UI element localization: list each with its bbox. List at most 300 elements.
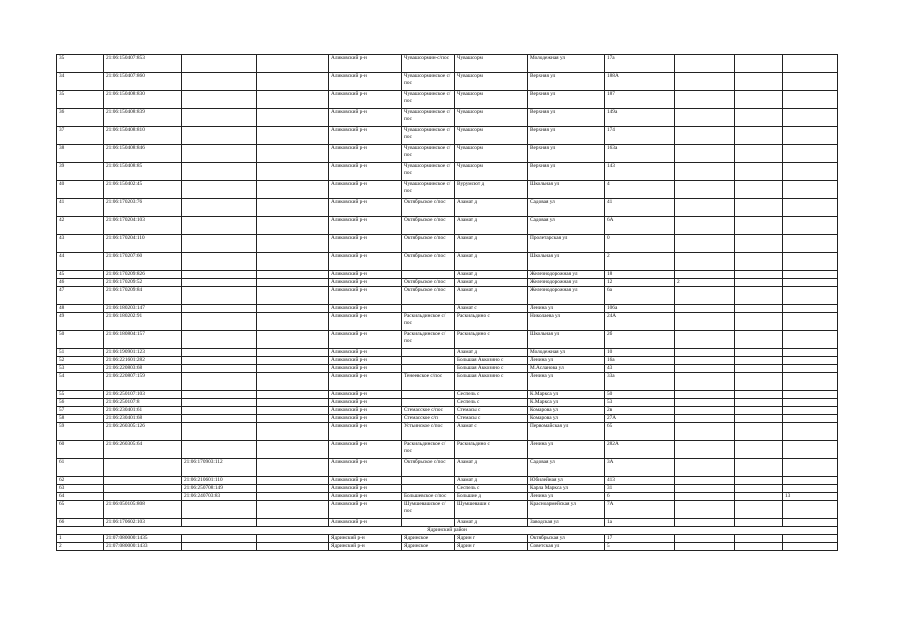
cell-street: Школьная ул (528, 331, 605, 349)
cell-settlement: Раскильдинское с/пос (402, 441, 455, 459)
cell-district: Аликовский р-н (329, 373, 402, 391)
cell-extra (257, 399, 329, 407)
cell-note (783, 287, 838, 305)
cell-settlement: Ядринское (402, 535, 455, 543)
cell-building (675, 253, 735, 271)
cell-row-number: 43 (57, 235, 104, 253)
cell-locality: Большая Аккозино с (455, 373, 528, 391)
cell-note (783, 199, 838, 217)
cell-street: Ленина ул (528, 357, 605, 365)
cell-note (783, 217, 838, 235)
cell-locality: Вурумсют д (455, 181, 528, 199)
cell-building: 2 (675, 279, 735, 287)
cell-cadastral-number-room: 21:06:250708:149 (182, 485, 257, 493)
cell-district: Аликовский р-н (329, 279, 402, 287)
cell-district: Аликовский р-н (329, 331, 402, 349)
cell-flat (735, 399, 783, 407)
cell-extra (257, 519, 329, 527)
cell-locality: Шумшеваши с (455, 501, 528, 519)
cell-note (783, 279, 838, 287)
cell-cadastral-number-building: 21:06:170209:52 (104, 279, 182, 287)
cell-cadastral-number-building: 21:06:170209:84 (104, 287, 182, 305)
cell-district: Аликовский р-н (329, 493, 402, 501)
cell-street: Верхняя ул (528, 145, 605, 163)
cell-flat (735, 163, 783, 181)
cell-row-number: 36 (57, 109, 104, 127)
cell-note (783, 407, 838, 415)
cell-building (675, 501, 735, 519)
cell-extra (257, 127, 329, 145)
cell-locality: Азамат д (455, 271, 528, 279)
cell-locality: Чувашсорм (455, 55, 528, 73)
cell-settlement (402, 349, 455, 357)
table-row (57, 501, 838, 519)
cell-settlement: Стемасское с/пос (402, 407, 455, 415)
cell-flat (735, 55, 783, 73)
cell-row-number: 54 (57, 373, 104, 391)
cell-house-number: 24А (605, 313, 675, 331)
cell-cadastral-number-room (182, 109, 257, 127)
cell-street: Молодежная ул (528, 55, 605, 73)
table-row (57, 235, 838, 253)
cell-cadastral-number-room (182, 55, 257, 73)
cell-locality: Азамат д (455, 349, 528, 357)
cell-flat (735, 279, 783, 287)
cell-settlement: Чувашсорминское с/пос (402, 145, 455, 163)
cell-cadastral-number-room (182, 199, 257, 217)
cell-house-number: 187 (605, 91, 675, 109)
cell-extra (257, 423, 329, 441)
cell-building (675, 305, 735, 313)
cell-row-number: 35 (57, 55, 104, 73)
table-row (57, 441, 838, 459)
cell-locality: Ядрин г (455, 535, 528, 543)
cell-building (675, 287, 735, 305)
cell-cadastral-number-room (182, 441, 257, 459)
cell-settlement: Устьинское с/пос (402, 423, 455, 441)
cell-district: Аликовский р-н (329, 519, 402, 527)
cell-building (675, 55, 735, 73)
cell-locality: Сеспель с (455, 391, 528, 399)
cell-note (783, 271, 838, 279)
cell-street: К.Маркса ул (528, 391, 605, 399)
cell-locality: Сеспель с (455, 399, 528, 407)
cell-settlement: Октябрьское с/пос (402, 459, 455, 477)
cell-building (675, 543, 735, 551)
cell-settlement: Октябрьское с/пос (402, 217, 455, 235)
cell-extra (257, 391, 329, 399)
cell-flat (735, 493, 783, 501)
cell-flat (735, 199, 783, 217)
cell-note (783, 399, 838, 407)
cell-flat (735, 313, 783, 331)
cell-district: Аликовский р-н (329, 365, 402, 373)
cell-locality: Азамат с (455, 423, 528, 441)
cell-settlement: Ядринское (402, 543, 455, 551)
table-row (57, 493, 838, 501)
cell-building (675, 313, 735, 331)
cell-cadastral-number-building: 21:06:250107:103 (104, 391, 182, 399)
cell-flat (735, 127, 783, 145)
cell-cadastral-number-room: 21:06:240703:83 (182, 493, 257, 501)
cell-building (675, 199, 735, 217)
cell-note (783, 235, 838, 253)
cell-note (783, 357, 838, 365)
cell-building (675, 91, 735, 109)
cell-flat (735, 423, 783, 441)
cell-extra (257, 477, 329, 485)
cell-row-number: 61 (57, 459, 104, 477)
cell-locality: Большая Аккозино с (455, 365, 528, 373)
table-row (57, 349, 838, 357)
cell-house-number: 413 (605, 477, 675, 485)
cell-cadastral-number-building: 21:06:180804:157 (104, 331, 182, 349)
table-row (57, 271, 838, 279)
cell-settlement: Чувашсормин-с/пос (402, 55, 455, 73)
cell-street: К.Маркса ул (528, 399, 605, 407)
cell-street: Комарова ул (528, 415, 605, 423)
cell-locality: Азамат д (455, 235, 528, 253)
cell-flat (735, 145, 783, 163)
cell-flat (735, 109, 783, 127)
cell-street: Железнодорожная ул (528, 279, 605, 287)
cell-cadastral-number-room (182, 501, 257, 519)
cell-house-number: 16а (605, 357, 675, 365)
table-row (57, 217, 838, 235)
table-row (57, 415, 838, 423)
cell-settlement (402, 399, 455, 407)
cell-extra (257, 145, 329, 163)
cell-row-number: 42 (57, 217, 104, 235)
cell-flat (735, 391, 783, 399)
cell-building (675, 349, 735, 357)
cell-house-number: 174 (605, 127, 675, 145)
cell-district: Аликовский р-н (329, 477, 402, 485)
cell-house-number: 2в (605, 407, 675, 415)
cell-extra (257, 91, 329, 109)
cell-note: 13 (783, 493, 838, 501)
cell-extra (257, 181, 329, 199)
cell-street: М.Асланова ул (528, 365, 605, 373)
cell-house-number: 41 (605, 199, 675, 217)
cell-row-number: 39 (57, 163, 104, 181)
cell-settlement: Раскильдинское с/пос (402, 313, 455, 331)
cell-row-number: 1 (57, 535, 104, 543)
cell-cadastral-number-building: 21:07:080000:1435 (104, 535, 182, 543)
cell-cadastral-number-building: 21:06:260305:64 (104, 441, 182, 459)
cell-cadastral-number-building: 21:06:180202:91 (104, 313, 182, 331)
cell-note (783, 313, 838, 331)
cell-cadastral-number-building: 21:06:190901:123 (104, 349, 182, 357)
cell-building (675, 271, 735, 279)
cell-note (783, 519, 838, 527)
cell-cadastral-number-building: 21:06:220807:159 (104, 373, 182, 391)
table-row (57, 305, 838, 313)
cell-flat (735, 217, 783, 235)
cell-street: Молодежная ул (528, 349, 605, 357)
cell-row-number: 34 (57, 73, 104, 91)
cell-flat (735, 305, 783, 313)
cell-district: Аликовский р-н (329, 271, 402, 279)
cell-building (675, 331, 735, 349)
cell-flat (735, 519, 783, 527)
cell-row-number: 59 (57, 423, 104, 441)
section-header-row (57, 527, 838, 535)
cell-locality: Азамат д (455, 519, 528, 527)
cell-row-number: 44 (57, 253, 104, 271)
table-row (57, 399, 838, 407)
table-row (57, 163, 838, 181)
cell-cadastral-number-room (182, 349, 257, 357)
cell-house-number: 50 (605, 391, 675, 399)
cell-locality: Азамат д (455, 477, 528, 485)
cell-cadastral-number-room (182, 145, 257, 163)
cell-cadastral-number-room (182, 163, 257, 181)
cell-house-number: 17а (605, 55, 675, 73)
cell-cadastral-number-room (182, 253, 257, 271)
cell-cadastral-number-building (104, 459, 182, 477)
cell-extra (257, 543, 329, 551)
cell-house-number: 10 (605, 349, 675, 357)
cell-settlement: Чувашсорминское с/пос (402, 109, 455, 127)
cell-building (675, 459, 735, 477)
cell-cadastral-number-building: 21:07:080000:1433 (104, 543, 182, 551)
cell-extra (257, 349, 329, 357)
cell-row-number: 60 (57, 441, 104, 459)
cell-district: Аликовский р-н (329, 399, 402, 407)
cell-note (783, 331, 838, 349)
cell-locality: Раскильдино с (455, 313, 528, 331)
table-row (57, 373, 838, 391)
cell-cadastral-number-building: 21:06:221601:282 (104, 357, 182, 365)
cell-note (783, 441, 838, 459)
cell-cadastral-number-building: 21:06:260305:126 (104, 423, 182, 441)
cell-extra (257, 73, 329, 91)
cell-extra (257, 313, 329, 331)
cell-row-number: 56 (57, 399, 104, 407)
cell-flat (735, 485, 783, 493)
cell-house-number: 12 (605, 279, 675, 287)
cell-cadastral-number-room (182, 305, 257, 313)
cell-extra (257, 331, 329, 349)
cell-cadastral-number-room (182, 535, 257, 543)
cell-flat (735, 253, 783, 271)
cell-locality: Азамат д (455, 217, 528, 235)
cell-cadastral-number-room (182, 543, 257, 551)
cell-building (675, 391, 735, 399)
cell-note (783, 181, 838, 199)
cell-note (783, 73, 838, 91)
cell-building (675, 373, 735, 391)
cell-building (675, 477, 735, 485)
cell-district: Аликовский р-н (329, 287, 402, 305)
cell-district: Аликовский р-н (329, 391, 402, 399)
cell-building (675, 399, 735, 407)
cell-district: Аликовский р-н (329, 423, 402, 441)
cell-district: Аликовский р-н (329, 73, 402, 91)
table-row (57, 519, 838, 527)
cell-cadastral-number-room (182, 127, 257, 145)
cell-locality: Чувашсорм (455, 73, 528, 91)
table-row (57, 73, 838, 91)
cell-settlement (402, 519, 455, 527)
cell-row-number: 47 (57, 287, 104, 305)
cell-settlement (402, 391, 455, 399)
cell-row-number: 65 (57, 501, 104, 519)
cell-building (675, 163, 735, 181)
table-row (57, 459, 838, 477)
cell-locality: Стемасы с (455, 415, 528, 423)
cell-house-number: 6А (605, 217, 675, 235)
cell-settlement: Октябрьское с/пос (402, 199, 455, 217)
cell-cadastral-number-room (182, 373, 257, 391)
cell-cadastral-number-building: 21:06:170209:826 (104, 271, 182, 279)
cell-locality: Азамат д (455, 199, 528, 217)
cell-building (675, 181, 735, 199)
cell-settlement (402, 365, 455, 373)
cell-cadastral-number-building: 21:06:180203:147 (104, 305, 182, 313)
table-row (57, 423, 838, 441)
cell-cadastral-number-room (182, 271, 257, 279)
cell-flat (735, 181, 783, 199)
cell-settlement (402, 477, 455, 485)
cell-building (675, 415, 735, 423)
cell-street: Первомайская ул (528, 423, 605, 441)
cell-district: Аликовский р-н (329, 349, 402, 357)
cell-street: Ленина ул (528, 493, 605, 501)
cell-street: Ленина ул (528, 305, 605, 313)
cell-row-number: 57 (57, 407, 104, 415)
cell-cadastral-number-building: 21:06:230401:68 (104, 415, 182, 423)
cell-row-number: 63 (57, 485, 104, 493)
cell-house-number: 43 (605, 365, 675, 373)
cell-flat (735, 415, 783, 423)
cell-extra (257, 279, 329, 287)
table-row (57, 253, 838, 271)
cell-settlement (402, 305, 455, 313)
cell-row-number: 40 (57, 181, 104, 199)
cell-flat (735, 357, 783, 365)
cell-building (675, 535, 735, 543)
cell-cadastral-number-building (104, 485, 182, 493)
cell-house-number: 33а (605, 373, 675, 391)
table-row (57, 109, 838, 127)
cell-building (675, 407, 735, 415)
table-row (57, 181, 838, 199)
cell-house-number: 27А (605, 415, 675, 423)
cell-flat (735, 407, 783, 415)
cell-locality: Азамат с (455, 305, 528, 313)
cell-extra (257, 373, 329, 391)
cell-extra (257, 217, 329, 235)
cell-extra (257, 441, 329, 459)
cell-flat (735, 441, 783, 459)
cell-cadastral-number-room: 21:06:210601:110 (182, 477, 257, 485)
records-table (56, 54, 838, 551)
cell-extra (257, 305, 329, 313)
cell-row-number: 52 (57, 357, 104, 365)
cell-flat (735, 543, 783, 551)
cell-row-number: 35 (57, 91, 104, 109)
cell-cadastral-number-building: 21:06:150407:860 (104, 73, 182, 91)
cell-note (783, 163, 838, 181)
cell-street: Юбилейная ул (528, 477, 605, 485)
cell-row-number: 58 (57, 415, 104, 423)
cell-house-number: 2 (605, 253, 675, 271)
cell-locality: Азамат д (455, 279, 528, 287)
cell-note (783, 373, 838, 391)
cell-cadastral-number-building: 21:06:150407:853 (104, 55, 182, 73)
cell-district: Аликовский р-н (329, 199, 402, 217)
cell-building (675, 235, 735, 253)
cell-cadastral-number-building: 21:06:150408:846 (104, 145, 182, 163)
cell-cadastral-number-building: 21:06:170203:76 (104, 199, 182, 217)
cell-extra (257, 163, 329, 181)
cell-house-number: 1а (605, 519, 675, 527)
cell-locality: Чувашсорм (455, 163, 528, 181)
cell-extra (257, 535, 329, 543)
cell-street: Комарова ул (528, 407, 605, 415)
cell-settlement: Чувашсорминское с/пос (402, 73, 455, 91)
cell-settlement: Октябрьское с/пос (402, 287, 455, 305)
cell-locality: Большие д (455, 493, 528, 501)
cell-flat (735, 535, 783, 543)
table-row (57, 199, 838, 217)
cell-settlement (402, 357, 455, 365)
cell-settlement: Чувашсорминское с/пос (402, 163, 455, 181)
cell-flat (735, 73, 783, 91)
cell-house-number: 4 (605, 181, 675, 199)
cell-cadastral-number-building: 21:06:230401:61 (104, 407, 182, 415)
cell-cadastral-number-building: 21:06:170602:103 (104, 519, 182, 527)
cell-locality: Раскильдино с (455, 331, 528, 349)
cell-cadastral-number-building: 21:06:170204:103 (104, 217, 182, 235)
cell-note (783, 543, 838, 551)
cell-cadastral-number-room (182, 217, 257, 235)
cell-row-number: 62 (57, 477, 104, 485)
cell-house-number: 65 (605, 423, 675, 441)
cell-extra (257, 109, 329, 127)
cell-street: Октябрьская ул (528, 535, 605, 543)
cell-cadastral-number-room (182, 313, 257, 331)
cell-note (783, 535, 838, 543)
cell-note (783, 477, 838, 485)
cell-cadastral-number-building: 21:06:150408:85 (104, 163, 182, 181)
table-row (57, 391, 838, 399)
cell-settlement: Тенеевское с/пос (402, 373, 455, 391)
cell-cadastral-number-room (182, 331, 257, 349)
cell-extra (257, 415, 329, 423)
cell-cadastral-number-room (182, 181, 257, 199)
cell-settlement: Стемасское с/п (402, 415, 455, 423)
cell-row-number: 55 (57, 391, 104, 399)
cell-street: Верхняя ул (528, 109, 605, 127)
cell-street: Ленина ул (528, 441, 605, 459)
cell-settlement: Чувашсорминское с/пос (402, 127, 455, 145)
cell-district: Аликовский р-н (329, 459, 402, 477)
cell-district: Аликовский р-н (329, 127, 402, 145)
cell-district: Аликовский р-н (329, 217, 402, 235)
cell-cadastral-number-room: 21:06:170903:112 (182, 459, 257, 477)
cell-flat (735, 91, 783, 109)
cell-extra (257, 407, 329, 415)
cell-locality: Сеспель с (455, 485, 528, 493)
section-title: Ядринский район (57, 527, 838, 535)
cell-street: Школьная ул (528, 253, 605, 271)
table-row (57, 365, 838, 373)
cell-cadastral-number-room (182, 365, 257, 373)
cell-settlement (402, 485, 455, 493)
